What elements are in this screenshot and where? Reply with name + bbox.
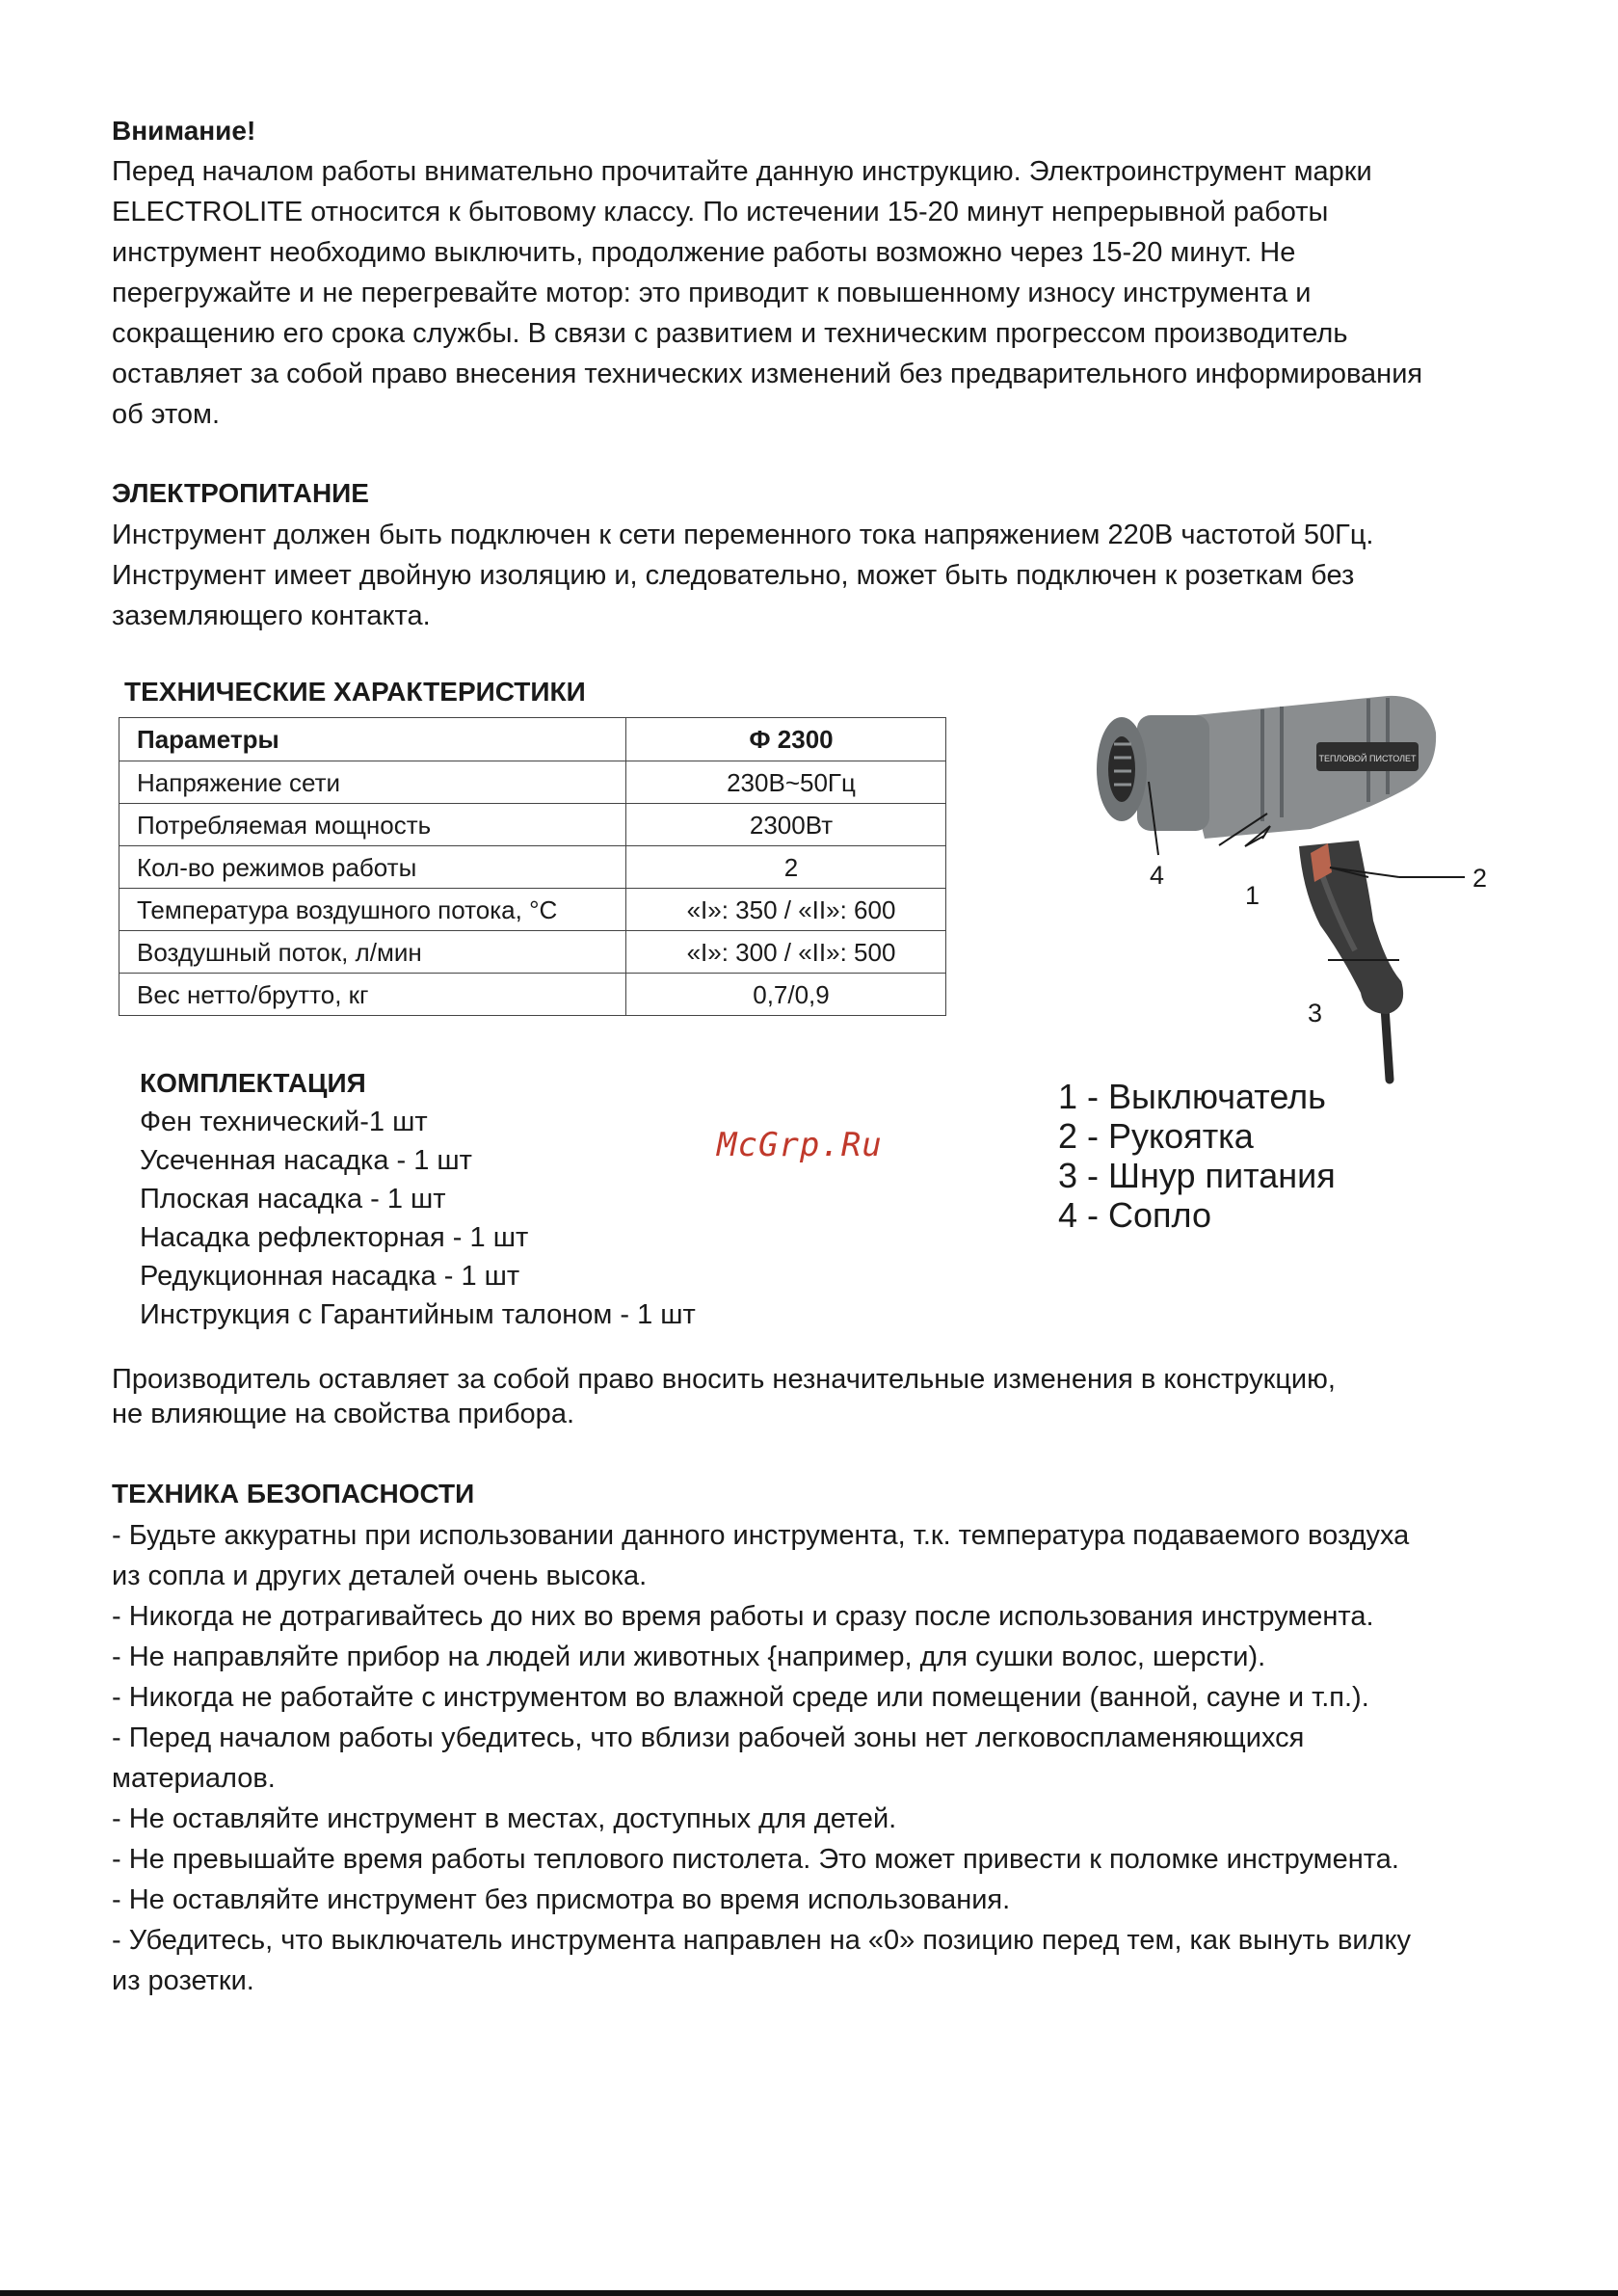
safety-text: - Будьте аккуратны при использовании данного инструмента, т.к. температура подаваемого воздуха из сопла и других деталей очень высока. - Никогда не дотрагивайтесь до них во время работы и сразу после использования инструмента. - Не направляйте прибор на людей или животных {например, для сушки волос, шерсти). - Никогда не работайте с инструментом во влажной среде или помещении (ванной, сауне и т.п.). - Перед началом работы убедитесь, что вблизи рабочей зоны нет легковоспламеняющихся материалов. - Не оставляйте инструмент в местах, доступных для детей. - Не превышайте время работы теплового пистолета. Это может привести к поломке инструмента. - Не оставляйте инструмент без присмотра во время использования. - Убедитесь, что выключатель инструмента направлен на «0» позицию перед тем, как вынуть вилку из розетки. — [112, 1520, 1412, 1996]
watermark: McGrp.Ru — [717, 1126, 883, 1164]
spec-value: 2300Вт — [749, 811, 834, 840]
specs-title: ТЕХНИЧЕСКИЕ ХАРАКТЕРИСТИКИ — [124, 677, 586, 707]
spec-param: Напряжение сети — [137, 768, 341, 797]
legend-item: 3 - Шнур питания — [1058, 1156, 1336, 1195]
callout-3: 3 — [1308, 999, 1323, 1028]
spec-param: Кол-во режимов работы — [137, 853, 417, 882]
list-item: Инструкция с Гарантийным талоном - 1 шт — [140, 1299, 696, 1330]
table-row — [119, 803, 945, 846]
table-row — [119, 973, 945, 1016]
spec-param: Вес нетто/брутто, кг — [137, 980, 369, 1009]
table-row — [119, 761, 945, 804]
kit-list — [140, 1103, 696, 1334]
spec-param: Воздушный поток, л/мин — [137, 938, 422, 967]
spec-value: «I»: 350 / «II»: 600 — [686, 895, 896, 924]
legend-item: 2 - Рукоятка — [1058, 1116, 1254, 1156]
power-title: ЭЛЕКТРОПИТАНИЕ — [112, 478, 369, 508]
legend-item: 1 - Выключатель — [1058, 1077, 1326, 1116]
legend-item: 4 - Сопло — [1058, 1195, 1211, 1235]
panel-label: ТЕПЛОВОЙ ПИСТОЛЕТ — [1318, 754, 1417, 763]
spec-param: Потребляемая мощность — [137, 811, 432, 840]
table-row — [119, 845, 945, 889]
spec-value: 230В~50Гц — [727, 768, 856, 797]
safety-title: ТЕХНИКА БЕЗОПАСНОСТИ — [112, 1479, 475, 1508]
table-row — [119, 930, 945, 974]
spec-value: 2 — [783, 853, 799, 882]
power-text: Инструмент должен быть подключен к сети переменного тока напряжением 220В частотой 50Гц. Инструмент имеет двойную изоляцию и, следовательно, может быть подключен к розеткам без заземляющего контакта. — [112, 520, 1374, 631]
callout-lines — [1060, 761, 1523, 1041]
specs-table — [119, 717, 946, 1016]
manufacturer-note: Производитель оставляет за собой право вносить незначительные изменения в конструкцию, не влияющие на свойства прибора. — [112, 1364, 1336, 1429]
spec-value: 0,7/0,9 — [753, 980, 830, 1009]
list-item: Усеченная насадка - 1 шт — [140, 1145, 472, 1176]
kit-title: КОМПЛЕКТАЦИЯ — [140, 1068, 366, 1098]
bottom-border — [0, 2290, 1618, 2296]
list-item: Редукционная насадка - 1 шт — [140, 1261, 520, 1292]
parts-legend — [1058, 1077, 1336, 1235]
attention-title: Внимание! — [112, 116, 256, 146]
table-row — [119, 888, 945, 931]
callout-1: 1 — [1245, 881, 1260, 910]
spec-param: Температура воздушного потока, °С — [137, 895, 558, 924]
list-item: Фен технический-1 шт — [140, 1107, 428, 1137]
specs-header-model: Ф 2300 — [749, 725, 834, 754]
attention-text: Перед началом работы внимательно прочитайте данную инструкцию. Электроинструмент марки ELECTROLITE относится к бытовому классу. По истечении 15-20 минут непрерывной работы инструмент необходимо выключить, продолжение работы возможно через 15-20 минут. Не перегружайте и не перегревайте мотор: это приводит к повышенному износу инструмента и сокращению его срока службы. В связи с развитием и техническим прогрессом производитель оставляет за собой право внесения технических изменений без предварительного информирования об этом. — [112, 156, 1423, 430]
callout-4: 4 — [1150, 861, 1165, 890]
callout-2: 2 — [1472, 864, 1488, 893]
specs-header-param: Параметры — [137, 725, 279, 754]
spec-value: «I»: 300 / «II»: 500 — [686, 938, 896, 967]
list-item: Насадка рефлекторная - 1 шт — [140, 1222, 529, 1253]
specs-header-row — [119, 718, 945, 761]
list-item: Плоская насадка - 1 шт — [140, 1184, 446, 1215]
